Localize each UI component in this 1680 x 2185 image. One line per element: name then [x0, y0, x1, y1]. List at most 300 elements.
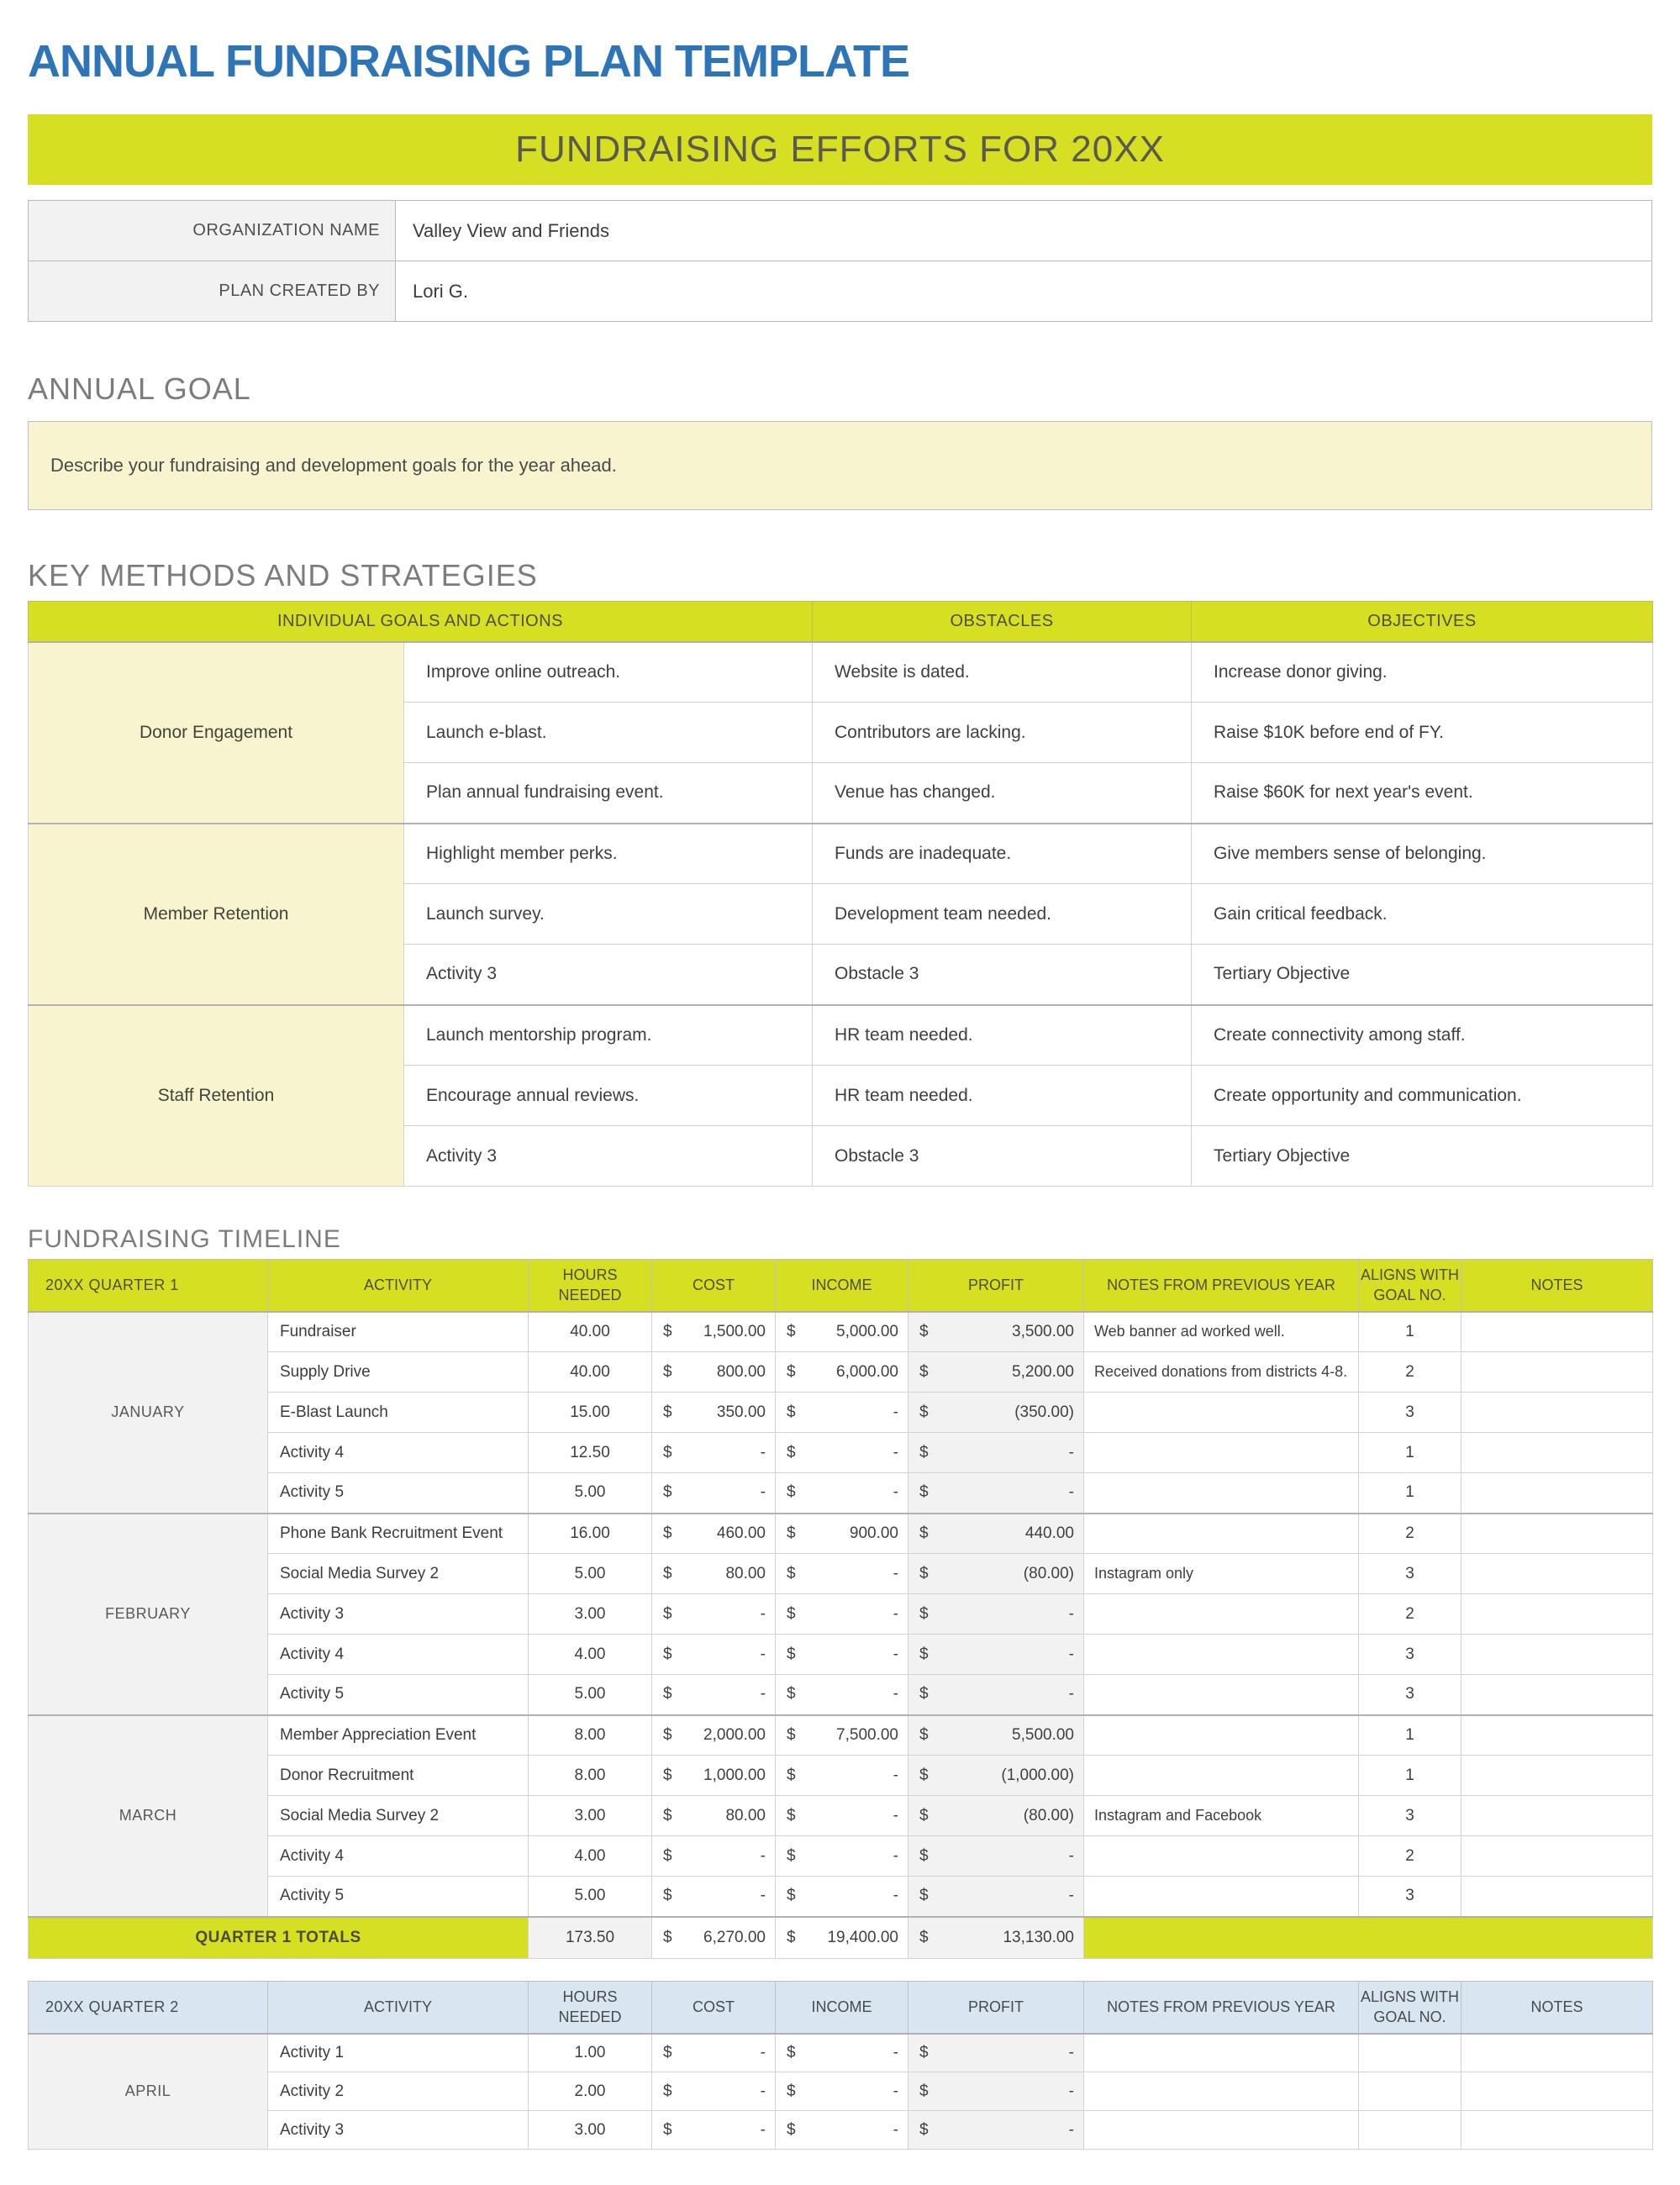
km-obstacle-cell: Website is dated.	[813, 642, 1192, 703]
cost-cell-wrap	[653, 1847, 774, 1866]
profit-cell-amount: -	[1068, 2120, 1074, 2139]
aligns-goal-no-cell: 2	[1359, 1594, 1461, 1635]
hours-cell: 3.00	[529, 1796, 652, 1836]
notes-cell	[1461, 1635, 1653, 1675]
km-obstacle-cell: HR team needed.	[813, 1005, 1192, 1066]
income-cell-amount: -	[893, 1806, 898, 1824]
hours-cell: 40.00	[529, 1352, 652, 1393]
totals-cost-cell-amount: 6,270.00	[703, 1928, 766, 1946]
profit-cell	[908, 1393, 1084, 1433]
cost-cell-wrap	[653, 1403, 774, 1422]
cost-cell	[652, 2111, 776, 2150]
timeline-row	[29, 2111, 1653, 2150]
income-cell	[776, 1675, 908, 1715]
notes-previous-year-cell	[1084, 1635, 1359, 1675]
hours-cell: 5.00	[529, 1877, 652, 1917]
income-cell-wrap	[777, 2121, 907, 2140]
profit-cell-wrap	[909, 1685, 1082, 1703]
cost-cell-amount: -	[760, 1846, 766, 1865]
aligns-goal-no-cell: 2	[1359, 1836, 1461, 1877]
totals-cost-cell-wrap	[653, 1929, 774, 1947]
profit-cell	[908, 2072, 1084, 2111]
km-obstacle-cell: Obstacle 3	[813, 945, 1192, 1005]
notes-cell	[1461, 1433, 1653, 1473]
income-cell	[776, 2034, 908, 2072]
dollar-sign: $	[663, 1846, 672, 1865]
notes-previous-year-cell: Instagram only	[1084, 1554, 1359, 1594]
income-cell-amount: -	[893, 1564, 898, 1582]
income-cell-wrap	[777, 1444, 907, 1462]
col-header-activity: ACTIVITY	[268, 1260, 529, 1312]
profit-cell-amount: 3,500.00	[1012, 1322, 1074, 1340]
dollar-sign: $	[919, 1806, 929, 1824]
cost-cell-amount: -	[760, 1645, 766, 1663]
profit-cell	[908, 1514, 1084, 1554]
cost-cell-wrap	[653, 1363, 774, 1382]
dollar-sign: $	[663, 1887, 672, 1905]
col-header-notes-prev: NOTES FROM PREVIOUS YEAR	[1084, 1982, 1359, 2034]
profit-cell-wrap	[909, 1403, 1082, 1422]
dollar-sign: $	[663, 2043, 672, 2061]
profit-cell-wrap	[909, 2044, 1082, 2062]
km-objective-cell: Create opportunity and communication.	[1192, 1066, 1653, 1126]
income-cell-amount: 7,500.00	[836, 1725, 898, 1744]
dollar-sign: $	[787, 1483, 796, 1502]
km-action-cell: Highlight member perks.	[404, 824, 813, 884]
dollar-sign: $	[787, 2082, 796, 2100]
dollar-sign: $	[787, 1928, 796, 1946]
timeline-row	[29, 1675, 1653, 1715]
income-cell-wrap	[777, 2082, 907, 2101]
cost-cell	[652, 1312, 776, 1352]
notes-cell	[1461, 1796, 1653, 1836]
profit-cell-amount: -	[1068, 2082, 1074, 2100]
profit-cell-amount: -	[1068, 1604, 1074, 1623]
profit-cell-wrap	[909, 1887, 1082, 1905]
profit-cell	[908, 1756, 1084, 1796]
notes-cell	[1461, 1473, 1653, 1514]
totals-income-cell	[776, 1917, 908, 1959]
dollar-sign: $	[919, 2082, 929, 2100]
document-page	[0, 34, 1680, 2185]
km-action-cell: Activity 3	[404, 945, 813, 1005]
dollar-sign: $	[919, 1524, 929, 1542]
subtitle-banner	[28, 114, 1652, 185]
profit-cell-wrap	[909, 1807, 1082, 1825]
dollar-sign: $	[919, 2043, 929, 2061]
cost-cell-amount: 2,000.00	[703, 1725, 766, 1744]
cost-cell-wrap	[653, 1887, 774, 1905]
dollar-sign: $	[663, 1403, 672, 1421]
aligns-goal-no-cell: 3	[1359, 1877, 1461, 1917]
km-action-cell: Improve online outreach.	[404, 642, 813, 703]
quarter-totals-label: QUARTER 1 TOTALS	[29, 1917, 529, 1959]
key-methods-heading: KEY METHODS AND STRATEGIES	[28, 558, 538, 592]
profit-cell	[908, 1877, 1084, 1917]
dollar-sign: $	[787, 1806, 796, 1824]
income-cell	[776, 2072, 908, 2111]
timeline-row	[29, 1473, 1653, 1514]
activity-cell: Activity 3	[268, 1594, 529, 1635]
dollar-sign: $	[663, 1604, 672, 1623]
cost-cell	[652, 1877, 776, 1917]
km-row	[29, 642, 1653, 703]
dollar-sign: $	[919, 1887, 929, 1905]
cost-cell	[652, 1715, 776, 1756]
cost-cell-amount: -	[760, 1604, 766, 1623]
notes-cell	[1461, 1836, 1653, 1877]
notes-previous-year-cell	[1084, 1756, 1359, 1796]
km-obstacle-cell: Obstacle 3	[813, 1126, 1192, 1187]
timeline-row	[29, 1393, 1653, 1433]
profit-cell-wrap	[909, 1483, 1082, 1502]
notes-cell	[1461, 1877, 1653, 1917]
profit-cell-wrap	[909, 1645, 1082, 1664]
aligns-goal-no-cell: 1	[1359, 1433, 1461, 1473]
totals-income-cell-amount: 19,400.00	[827, 1928, 898, 1946]
aligns-goal-no-cell: 1	[1359, 1715, 1461, 1756]
aligns-goal-no-cell: 3	[1359, 1635, 1461, 1675]
cost-cell	[652, 1433, 776, 1473]
aligns-goal-no-cell: 3	[1359, 1675, 1461, 1715]
hours-cell: 12.50	[529, 1433, 652, 1473]
dollar-sign: $	[663, 1443, 672, 1461]
km-objective-cell: Raise $10K before end of FY.	[1192, 703, 1653, 763]
cost-cell	[652, 1594, 776, 1635]
cost-cell-amount: -	[760, 2043, 766, 2061]
profit-cell-amount: -	[1068, 1483, 1074, 1502]
activity-cell: Activity 3	[268, 2111, 529, 2150]
income-cell-amount: -	[893, 1604, 898, 1623]
notes-previous-year-cell	[1084, 1514, 1359, 1554]
dollar-sign: $	[787, 1443, 796, 1461]
cost-cell-amount: -	[760, 1483, 766, 1502]
km-obstacle-cell: HR team needed.	[813, 1066, 1192, 1126]
dollar-sign: $	[787, 1846, 796, 1865]
cost-cell-wrap	[653, 1483, 774, 1502]
income-cell	[776, 1715, 908, 1756]
quarter-totals-row	[29, 1917, 1653, 1959]
cost-cell-amount: 1,500.00	[703, 1322, 766, 1340]
dollar-sign: $	[663, 1524, 672, 1542]
aligns-goal-no-cell: 2	[1359, 1352, 1461, 1393]
notes-cell	[1461, 1594, 1653, 1635]
dollar-sign: $	[919, 1846, 929, 1865]
notes-cell	[1461, 1675, 1653, 1715]
income-cell	[776, 1836, 908, 1877]
totals-profit-cell-amount: 13,130.00	[1003, 1928, 1074, 1946]
timeline-row	[29, 1433, 1653, 1473]
cost-cell-amount: 350.00	[716, 1403, 766, 1421]
income-cell-amount: -	[893, 2082, 898, 2100]
km-header-obstacles: OBSTACLES	[813, 602, 1192, 642]
km-category-cell: Donor Engagement	[29, 642, 404, 824]
cost-cell	[652, 2072, 776, 2111]
org-row	[29, 261, 1652, 322]
notes-cell	[1461, 1393, 1653, 1433]
cost-cell-amount: 800.00	[716, 1362, 766, 1381]
income-cell-amount: -	[893, 1403, 898, 1421]
timeline-row	[29, 1715, 1653, 1756]
hours-cell: 8.00	[529, 1715, 652, 1756]
cost-cell-wrap	[653, 1524, 774, 1543]
profit-cell-amount: (1,000.00)	[1001, 1766, 1074, 1784]
cost-cell-wrap	[653, 2044, 774, 2062]
activity-cell: Fundraiser	[268, 1312, 529, 1352]
col-header-notes: NOTES	[1461, 1260, 1653, 1312]
month-cell: MARCH	[29, 1715, 268, 1917]
notes-cell	[1461, 1352, 1653, 1393]
income-cell-wrap	[777, 1807, 907, 1825]
dollar-sign: $	[919, 1685, 929, 1703]
dollar-sign: $	[919, 2120, 929, 2139]
cost-cell	[652, 1514, 776, 1554]
profit-cell-wrap	[909, 2082, 1082, 2101]
quarter-label: 20XX QUARTER 1	[29, 1260, 268, 1312]
dollar-sign: $	[787, 1725, 796, 1744]
profit-cell	[908, 1594, 1084, 1635]
income-cell	[776, 1756, 908, 1796]
income-cell-amount: -	[893, 1766, 898, 1784]
dollar-sign: $	[663, 1483, 672, 1502]
km-row	[29, 1005, 1653, 1066]
profit-cell	[908, 1715, 1084, 1756]
cost-cell	[652, 2034, 776, 2072]
aligns-goal-no-cell	[1359, 2072, 1461, 2111]
km-row	[29, 824, 1653, 884]
km-objective-cell: Tertiary Objective	[1192, 1126, 1653, 1187]
income-cell	[776, 1554, 908, 1594]
notes-cell	[1461, 2072, 1653, 2111]
profit-cell	[908, 1433, 1084, 1473]
activity-cell: Activity 4	[268, 1836, 529, 1877]
profit-cell-amount: -	[1068, 2043, 1074, 2061]
cost-cell-amount: 1,000.00	[703, 1766, 766, 1784]
dollar-sign: $	[919, 1604, 929, 1623]
profit-cell-amount: 5,500.00	[1012, 1725, 1074, 1744]
notes-previous-year-cell	[1084, 1836, 1359, 1877]
subtitle-banner-text: FUNDRAISING EFFORTS FOR 20XX	[515, 129, 1165, 170]
hours-cell: 5.00	[529, 1473, 652, 1514]
col-header-income: INCOME	[776, 1260, 908, 1312]
quarter-1-table	[28, 1259, 1653, 1959]
dollar-sign: $	[919, 1362, 929, 1381]
col-header-income: INCOME	[776, 1982, 908, 2034]
hours-cell: 1.00	[529, 2034, 652, 2072]
timeline-row	[29, 2072, 1653, 2111]
hours-cell: 8.00	[529, 1756, 652, 1796]
timeline-row	[29, 1836, 1653, 1877]
page-title: ANNUAL FUNDRAISING PLAN TEMPLATE	[28, 36, 909, 87]
profit-cell-wrap	[909, 1726, 1082, 1745]
timeline-row	[29, 1756, 1653, 1796]
dollar-sign: $	[663, 2082, 672, 2100]
cost-cell-amount: -	[760, 2120, 766, 2139]
cost-cell-wrap	[653, 1605, 774, 1624]
cost-cell-amount: 80.00	[725, 1564, 766, 1582]
col-header-hours: HOURS NEEDED	[529, 1982, 652, 2034]
totals-filler-cell	[1084, 1917, 1653, 1959]
activity-cell: Activity 5	[268, 1675, 529, 1715]
income-cell	[776, 1352, 908, 1393]
km-category-cell: Staff Retention	[29, 1005, 404, 1187]
dollar-sign: $	[663, 1322, 672, 1340]
org-info-table	[28, 200, 1652, 322]
income-cell-wrap	[777, 1766, 907, 1785]
km-objective-cell: Tertiary Objective	[1192, 945, 1653, 1005]
income-cell-wrap	[777, 1565, 907, 1583]
income-cell-amount: -	[893, 2043, 898, 2061]
org-value-cell: Lori G.	[396, 261, 1652, 322]
profit-cell	[908, 1836, 1084, 1877]
income-cell	[776, 1514, 908, 1554]
aligns-goal-no-cell: 1	[1359, 1473, 1461, 1514]
dollar-sign: $	[787, 1524, 796, 1542]
cost-cell-wrap	[653, 1726, 774, 1745]
col-header-notes-prev: NOTES FROM PREVIOUS YEAR	[1084, 1260, 1359, 1312]
income-cell-wrap	[777, 1403, 907, 1422]
timeline-row	[29, 1514, 1653, 1554]
col-header-profit: PROFIT	[908, 1260, 1084, 1312]
hours-cell: 40.00	[529, 1312, 652, 1352]
activity-cell: Activity 5	[268, 1473, 529, 1514]
cost-cell	[652, 1352, 776, 1393]
dollar-sign: $	[787, 1887, 796, 1905]
dollar-sign: $	[919, 1564, 929, 1582]
totals-profit-cell-wrap	[909, 1929, 1082, 1947]
notes-previous-year-cell	[1084, 2034, 1359, 2072]
profit-cell	[908, 2034, 1084, 2072]
cost-cell-wrap	[653, 2082, 774, 2101]
dollar-sign: $	[787, 1766, 796, 1784]
notes-previous-year-cell	[1084, 1715, 1359, 1756]
cost-cell-amount: -	[760, 1443, 766, 1461]
activity-cell: Supply Drive	[268, 1352, 529, 1393]
cost-cell-amount: -	[760, 1887, 766, 1905]
totals-income-cell-wrap	[777, 1929, 907, 1947]
income-cell-wrap	[777, 1605, 907, 1624]
col-header-activity: ACTIVITY	[268, 1982, 529, 2034]
cost-cell-amount: 80.00	[725, 1806, 766, 1824]
month-cell: APRIL	[29, 2034, 268, 2150]
dollar-sign: $	[663, 1685, 672, 1703]
profit-cell	[908, 1675, 1084, 1715]
cost-cell	[652, 1473, 776, 1514]
cost-cell-amount: -	[760, 2082, 766, 2100]
timeline-row	[29, 1594, 1653, 1635]
km-action-cell: Plan annual fundraising event.	[404, 763, 813, 824]
aligns-goal-no-cell: 3	[1359, 1796, 1461, 1836]
km-objective-cell: Gain critical feedback.	[1192, 884, 1653, 945]
km-objective-cell: Increase donor giving.	[1192, 642, 1653, 703]
cost-cell-wrap	[653, 1323, 774, 1341]
income-cell-amount: 5,000.00	[836, 1322, 898, 1340]
annual-goal-heading: ANNUAL GOAL	[28, 371, 251, 406]
activity-cell: Donor Recruitment	[268, 1756, 529, 1796]
income-cell-amount: -	[893, 1846, 898, 1865]
km-objective-cell: Create connectivity among staff.	[1192, 1005, 1653, 1066]
col-header-notes: NOTES	[1461, 1982, 1653, 2034]
profit-cell	[908, 1352, 1084, 1393]
activity-cell: Social Media Survey 2	[268, 1796, 529, 1836]
notes-previous-year-cell: Received donations from districts 4-8.	[1084, 1352, 1359, 1393]
profit-cell	[908, 1554, 1084, 1594]
profit-cell-amount: -	[1068, 1685, 1074, 1703]
income-cell-amount: -	[893, 2120, 898, 2139]
income-cell-amount: -	[893, 1645, 898, 1663]
profit-cell	[908, 1635, 1084, 1675]
col-header-goal-no: ALIGNS WITH GOAL NO.	[1359, 1260, 1461, 1312]
notes-previous-year-cell	[1084, 1473, 1359, 1514]
km-obstacle-cell: Development team needed.	[813, 884, 1192, 945]
income-cell	[776, 1433, 908, 1473]
timeline-row	[29, 2034, 1653, 2072]
timeline-row	[29, 1796, 1653, 1836]
timeline-row	[29, 1635, 1653, 1675]
cost-cell	[652, 1554, 776, 1594]
dollar-sign: $	[787, 1645, 796, 1663]
activity-cell: Member Appreciation Event	[268, 1715, 529, 1756]
activity-cell: Activity 2	[268, 2072, 529, 2111]
hours-cell: 5.00	[529, 1554, 652, 1594]
col-header-profit: PROFIT	[908, 1982, 1084, 2034]
income-cell	[776, 1877, 908, 1917]
key-methods-table	[28, 601, 1653, 1187]
profit-cell-amount: (80.00)	[1023, 1806, 1074, 1824]
dollar-sign: $	[787, 2043, 796, 2061]
dollar-sign: $	[787, 1322, 796, 1340]
profit-cell-wrap	[909, 1605, 1082, 1624]
hours-cell: 5.00	[529, 1675, 652, 1715]
notes-previous-year-cell	[1084, 1433, 1359, 1473]
quarter-header-row	[29, 1982, 1653, 2034]
income-cell-wrap	[777, 1726, 907, 1745]
profit-cell	[908, 2111, 1084, 2150]
col-header-cost: COST	[652, 1982, 776, 2034]
profit-cell-wrap	[909, 1363, 1082, 1382]
km-objective-cell: Raise $60K for next year's event.	[1192, 763, 1653, 824]
totals-hours-cell: 173.50	[529, 1917, 652, 1959]
profit-cell	[908, 1796, 1084, 1836]
timeline-row	[29, 1312, 1653, 1352]
profit-cell	[908, 1312, 1084, 1352]
activity-cell: Phone Bank Recruitment Event	[268, 1514, 529, 1554]
km-action-cell: Encourage annual reviews.	[404, 1066, 813, 1126]
activity-cell: E-Blast Launch	[268, 1393, 529, 1433]
income-cell-wrap	[777, 1685, 907, 1703]
org-value-cell: Valley View and Friends	[396, 201, 1652, 261]
hours-cell: 4.00	[529, 1836, 652, 1877]
income-cell-wrap	[777, 1323, 907, 1341]
quarter-tables-container	[28, 1259, 1652, 2150]
hours-cell: 4.00	[529, 1635, 652, 1675]
km-obstacle-cell: Funds are inadequate.	[813, 824, 1192, 884]
annual-goal-text: Describe your fundraising and development goals for the year ahead.	[50, 455, 617, 476]
cost-cell-amount: 460.00	[716, 1524, 766, 1542]
notes-cell	[1461, 1554, 1653, 1594]
cost-cell	[652, 1393, 776, 1433]
cost-cell-wrap	[653, 1685, 774, 1703]
dollar-sign: $	[663, 1564, 672, 1582]
income-cell-amount: 900.00	[849, 1524, 898, 1542]
profit-cell-wrap	[909, 1323, 1082, 1341]
aligns-goal-no-cell: 2	[1359, 1514, 1461, 1554]
hours-cell: 3.00	[529, 2111, 652, 2150]
income-cell	[776, 1635, 908, 1675]
income-cell-amount: -	[893, 1887, 898, 1905]
km-action-cell: Launch mentorship program.	[404, 1005, 813, 1066]
income-cell	[776, 1594, 908, 1635]
